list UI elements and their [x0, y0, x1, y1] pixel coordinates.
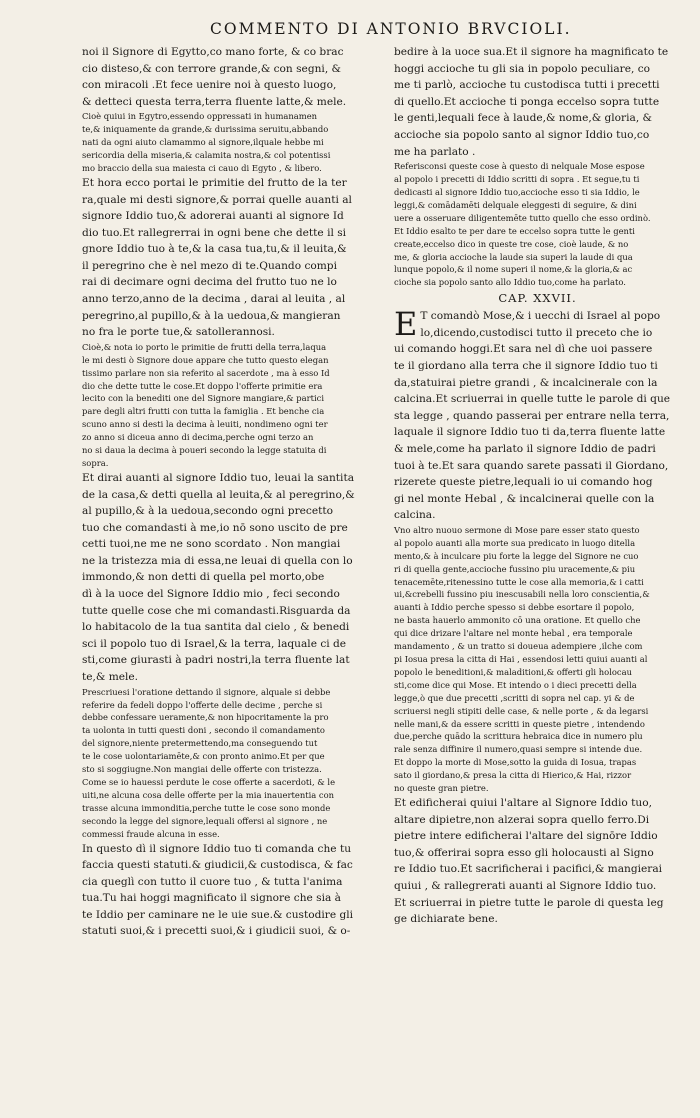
- running-head: COMMENTO DI ANTONIO BRVCIOLI.: [210, 20, 572, 38]
- scripture-text: Et hora ecco portai le primitie del frutto de la ter ra,quale mi desti signore,& porrai quelle auanti al signore Iddio tuo,& adorerai auanti al signore Id dio tuo.Et rallegrerrai in ogni bene che dette il si gnore Iddio tuo à te,& la casa tua,tu,& il leuita,& il peregrino che è nel mezo di te.Quando compi rai di decimare ogni decima del frutto tuo ne lo anno terzo,anno de la decima , darai al leuita , al peregrino,al pupillo,& à la uedoua,& mangieran no fra le porte tue,& satollerannosi.: [82, 176, 352, 339]
- scripture-text: Et edificherai quiui l'altare al Signore Iddio tuo, altare dipietre,non alzerai sopra quello ferro.Di pietre intere edificherai l'altare del signōre Iddio tuo,& offerirai sopra esso gli holocausti al Signo re Iddio tuo.Et sacrificherai i pacifici,& mangierai quiui , & rallegrerati auanti al Signore Iddio tuo. Et scriuerrai in pietre tutte le parole di questa leg ge dichiarate bene.: [394, 796, 664, 926]
- left-column: [82, 44, 379, 940]
- drop-cap-initial: E: [394, 305, 418, 344]
- right-column: [394, 44, 681, 928]
- commentary-gloss: Cioè quiui in Egytro,essendo oppressati in humanamen te,& iniquamente da grande,& durissima seruitu,abbando nati da ogni aiuto clamammo al signore,ilquale hebbe mi sericordia della miseria,& calamita nostra,& col potentissi mo braccio della sua maiesta ci cauo di Egyto , & libero.: [82, 111, 331, 173]
- scripture-text: Et dirai auanti al signore Iddio tuo, leuai la santita de la casa,& detti quella al leuita,& al peregrino,& al pupillo,& à la uedoua,secondo ogni precetto tuo che comandasti à me,io nō sono uscito de pre cetti tuoi,ne me ne sono scordato . Non mangiai ne la tristezza mia di essa,ne leuai di quella con lo immondo,& non detti di quella pel morto,obe dì à la uoce del Signore Iddio mio , feci secondo tutte quelle cose che mi comandasti.Risguarda da lo habitacolo de la tua santita dal cielo , & benedi sci il popolo tuo di Israel,& la terra, laquale ci de sti,come giurasti à padri nostri,la terra fluente lat te,& mele.: [82, 471, 355, 684]
- scripture-text: bedire à la uoce sua.Et il signore ha magnificato te hoggi accioche tu gli sia in popolo peculiare, co me ti parlò, accioche tu custodisca tutti i precetti di quello.Et accioche ti ponga eccelso sopra tutte le genti,lequali fece à laude,& nome,& gloria, & accioche sia popolo santo al signor Iddio tuo,co me ha parlato .: [394, 46, 669, 158]
- chapter-opening-text: T comandò Mose,& i uecchi di Israel al popo lo,dicendo,custodisci tutto il preceto che io ui comando hoggi.Et sara nel dì che uoi passere te il giordano alla terra che il signore Iddio tuo ti da,statuirai pietre grandi , & incalcinerale con la calcina.Et scriuerrai in quelle tutte le parole di que sta legge , quando passerai per entrare nella terra, laquale il signore Iddio tuo ti da,terra fluente latte & mele,come ha parlato il signore Iddio de padri tuoi à te.Et sara quando sarete passati il Giordano, rizerete queste pietre,lequali io ui comando hog gi nel monte Hebal , & incalcinerai quelle con la calcina.: [394, 310, 671, 522]
- commentary-gloss: Referisconsi queste cose à questo di nelquale Mose espose al popolo i precetti di Iddio scritti di sopra . Et segue,tu ti dedicasti al signore Iddio tuo,accioche esso ti sia Iddio, le leggi,& comādamēti delquale eleggesti di seguire, & dini uere a osseruare diligentemēte tutto quello che esso ordinò. Et Iddio esalto te per dare te eccelso sopra tutte le genti create,eccelso dico in queste tre cose, cioè laude, & no me, & gloria accioche la laude sia superi la laude di qua lunque popolo,& il nome superi il nome,& la gloria,& ac cioche sia popolo santo allo Iddio tuo,come ha parlato.: [394, 161, 651, 288]
- scripture-text: [394, 305, 681, 524]
- commentary-gloss: Prescriuesi l'oratione dettando il signore, alquale si debbe referire da fedeli doppo l'offerte delle decime , perche si debbe confessare ueramente,& non hipocritamente la pro ta uolonta in tutti questi doni , secondo il comandamento del signore,niente pretermettendo,ma conseguendo tut te le cose uolontariamēte,& con pronto animo.Et per que sto si soggiugne.Non mangiai delle offerte con tristezza. Come se io hauessi perdute le cose offerte a sacerdoti, & le uiti,ne alcuna cosa delle offerte per la mia inauertentia con trasse alcuna immonditia,perche tutte le cose sono monde secondo la legge del signore,lequali offersi al signore , ne commessi fraude alcuna in esse.: [82, 686, 336, 839]
- scripture-text: In questo dì il signore Iddio tuo ti comanda che tu faccia questi statuti.& giudicii,& custodisca, & fac cia queglì con tutto il cuore tuo , & tutta l'anima tua.Tu hai hoggi magnificato il signore che sia à te Iddio per caminare ne le uie sue.& custodire gli statuti suoi,& i precetti suoi,& i giudicii suoi, & o-: [82, 842, 354, 938]
- chapter-heading: CAP. XXVII.: [498, 291, 577, 306]
- commentary-gloss: Cioè,& nota io porto le primitie de frutti della terra,laqua le mi desti ò Signore doue appare che tutto questo elegan tissimo parlare non sia referito al sacerdote , ma à esso Id dio che dette tutte le cose.Et doppo l'offerte primitie era lecito con la benediti one del Signore mangiare,& partici pare degli altri frutti con tutta la famiglia . Et benche cia scuno anno si desti la decima à leuiti, nondimeno ogni ter zo anno si diceua anno di decima,perche ogni terzo an no si daua la decima à poueri secondo la legge statuita di sopra.: [82, 341, 330, 468]
- scripture-text: noi il Signore di Egytto,co mano forte, & co brac cio disteso,& con terrore grande,& con segni, & con miracoli .Et fece uenire noi à questo luogo, & detteci questa terra,terra fluente latte,& mele.: [82, 46, 347, 108]
- commentary-gloss: Vno altro nuouo sermone di Mose pare esser stato questo al popolo auanti alla morte sua predicato in luogo ditella mento,& à inculcare piu forte la legge del Signore ne cuo ri di quella gente,accioche fussino piu uracemente,& piu tenacemēte,ritenessino tutte le cose alla memoria,& i catti ui,&crebelli fussino piu inescusabili nella loro conscientia,& auanti à Iddio perche spesso si debbe esortare il popolo, ne basta hauerlo ammonito cō una oratione. Et quello che qui dice drizare l'altare nel monte hebal , era temporale mandamento , & un tratto si doueua adempiere ,ilche com pi Iosua presa la citta di Hai , essendosi letti quiui auanti al popolo le beneditioni,& maladitioni,& offerti gli holocau sti,come dice qui Mose. Et intendo o i dieci precetti della legge,ò que due precetti ,scritti di sopra nel cap. yi & de scriuersi negli stipiti delle case, & nelle porte , & da legarsi nelle mani,& da essere scritti in queste pietre , intendendo due,perche quādo la scrittura hebraica dice in numero plu rale senza diffinire il numero,quasi sempre si intende due. Et doppo la morte di Mose,sotto la guida di Iosua, trapas sato il giordano,& presa la citta di Hierico,& Hai, rizzor no queste gran pietre.: [394, 524, 650, 794]
